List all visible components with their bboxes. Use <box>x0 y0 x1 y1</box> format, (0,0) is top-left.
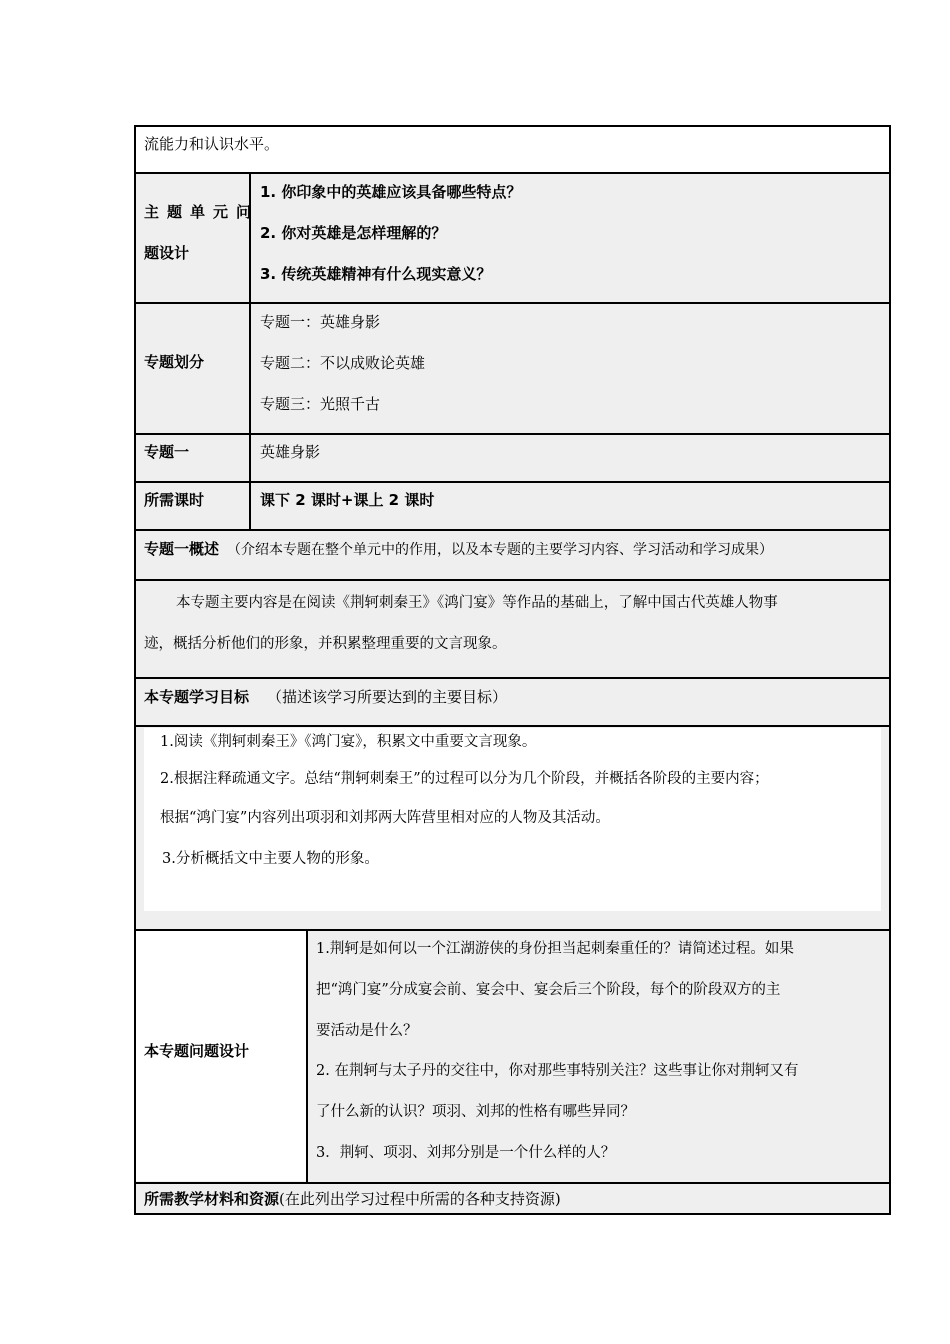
row-fill-topic1 <box>134 434 891 482</box>
row-fill-topics <box>134 303 891 434</box>
topic1-value: 英雄身影 <box>260 443 321 461</box>
goals-label: 本专题学习目标 <box>144 688 250 706</box>
row-divider <box>134 433 891 435</box>
goals-header <box>144 687 507 707</box>
theme-question-item: 1. 你印象中的英雄应该具备哪些特点？ <box>260 183 522 201</box>
col-divider <box>306 929 308 1183</box>
border-right <box>889 125 891 1215</box>
intro-text: 流能力和认识水平。 <box>144 135 280 153</box>
question-line: 2. 在荆轲与太子丹的交往中，你对那些事特别关注？这些事让你对荆轲又有 <box>316 1063 799 1079</box>
topic-item: 专题三：光照千古 <box>260 395 381 413</box>
materials-header <box>144 1189 561 1209</box>
overview-line: 本专题主要内容是在阅读《荆轲刺秦王》《鸿门宴》等作品的基础上，了解中国古代英雄人物事 <box>176 595 778 611</box>
overview-label: 专题一概述 <box>144 540 220 558</box>
theme-question-item: 3. 传统英雄精神有什么现实意义？ <box>260 265 492 283</box>
row-divider <box>134 677 891 679</box>
row-divider <box>134 529 891 531</box>
theme-questions-label-cont: 题设计 <box>144 244 190 262</box>
hours-value: 课下 2 课时+课上 2 课时 <box>260 491 435 509</box>
border-bottom <box>134 1213 891 1215</box>
question-line: 要活动是什么？ <box>316 1023 418 1039</box>
overview-line: 迹，概括分析他们的形象，并积累整理重要的文言现象。 <box>144 636 507 652</box>
row-divider <box>134 1182 891 1184</box>
col-divider <box>249 172 251 529</box>
lesson-plan-table <box>134 125 891 1215</box>
row-divider <box>134 929 891 931</box>
goal-line: 根据“鸿门宴”内容列出项羽和刘邦两大阵营里相对应的人物及其活动。 <box>160 810 610 826</box>
question-line: 1.荆轲是如何以一个江湖游侠的身份担当起刺秦重任的？请简述过程。如果 <box>316 941 794 957</box>
theme-questions-label: 主题单元问 <box>144 203 260 221</box>
question-line: 了什么新的认识？项羽、刘邦的性格有哪些异同？ <box>316 1104 635 1120</box>
materials-note: (在此列出学习过程中所需的各种支持资源) <box>279 1190 561 1208</box>
goals-note: （描述该学习所要达到的主要目标） <box>267 688 508 706</box>
hours-label: 所需课时 <box>144 491 205 509</box>
topic-item: 专题一：英雄身影 <box>260 313 381 331</box>
topics-label: 专题划分 <box>144 353 205 371</box>
border-left <box>134 125 136 1215</box>
theme-question-item: 2. 你对英雄是怎样理解的？ <box>260 224 447 242</box>
topic1-label: 专题一 <box>144 443 190 461</box>
border-top <box>134 125 891 127</box>
goal-line: 1.阅读《荆轲刺秦王》《鸿门宴》，积累文中重要文言现象。 <box>160 734 537 750</box>
topic-item: 专题二：不以成败论英雄 <box>260 354 426 372</box>
row-divider <box>134 172 891 174</box>
question-line: 把“鸿门宴”分成宴会前、宴会中、宴会后三个阶段，每个的阶段双方的主 <box>316 982 781 998</box>
row-divider <box>134 481 891 483</box>
questions-label: 本专题问题设计 <box>144 1042 250 1060</box>
overview-note: （介绍本专题在整个单元中的作用，以及本专题的主要学习内容、学习活动和学习成果） <box>227 542 774 558</box>
goal-line: 3.分析概括文中主要人物的形象。 <box>162 851 379 867</box>
row-fill-hours <box>134 482 891 530</box>
materials-label: 所需教学材料和资源 <box>144 1190 280 1208</box>
goal-line: 2.根据注释疏通文字。总结“荆轲刺秦王”的过程可以分为几个阶段，并概括各阶段的主要内容； <box>160 771 769 787</box>
row-divider <box>134 302 891 304</box>
overview-header <box>144 539 773 560</box>
question-line: 3．荆轲、项羽、刘邦分别是一个什么样的人？ <box>316 1145 616 1161</box>
row-divider <box>134 725 891 727</box>
row-divider <box>134 579 891 581</box>
